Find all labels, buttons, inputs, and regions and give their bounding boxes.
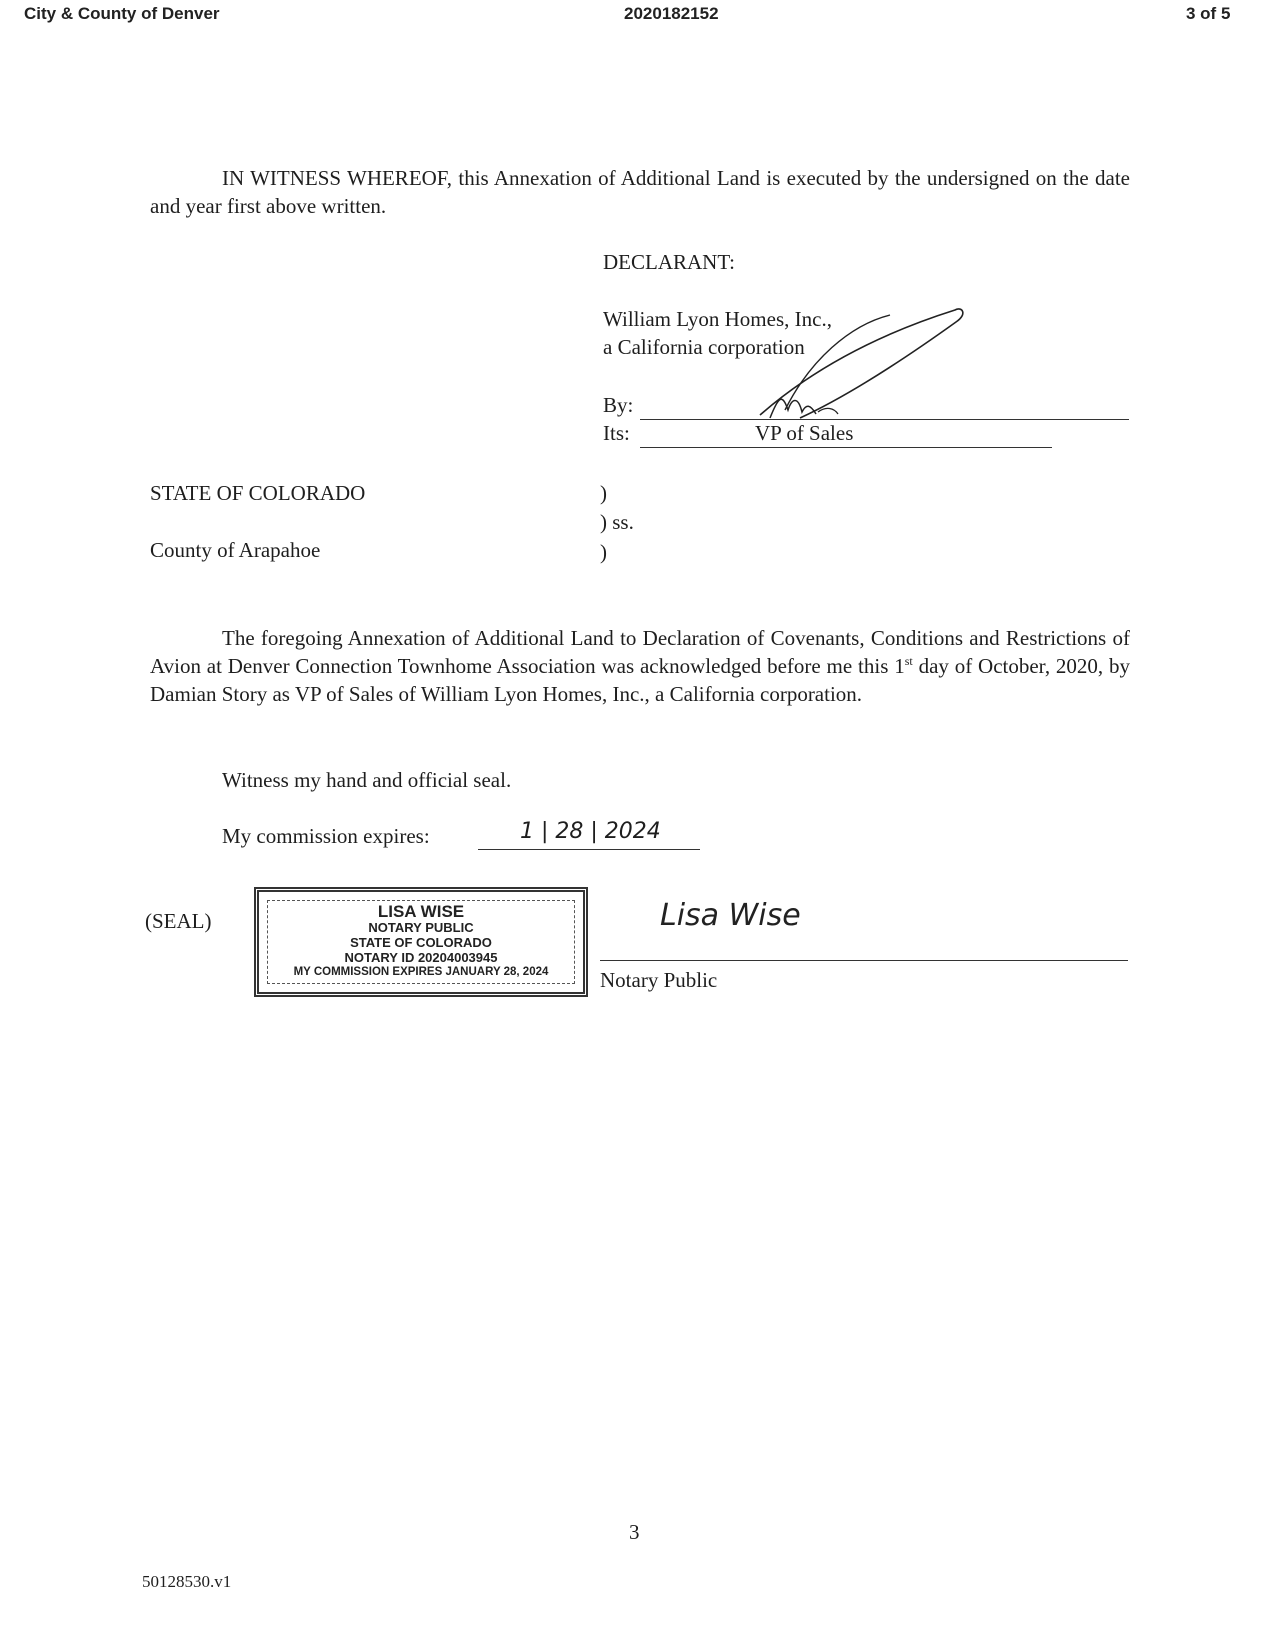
venue-state: STATE OF COLORADO: [150, 481, 366, 505]
its-line: [640, 447, 1052, 448]
witness-paragraph: IN WITNESS WHEREOF, this Annexation of Additional Land is executed by the undersigned on the date and year first above written.: [150, 166, 1130, 218]
declarant-company: William Lyon Homes, Inc.,: [603, 307, 832, 331]
notary-signature: Lisa Wise: [660, 898, 801, 933]
notary-public-label: Notary Public: [600, 968, 718, 992]
venue-ss: ) ss.: [600, 510, 634, 534]
ack-text-before: The foregoing Annexation of Additional Land to Declaration of Covenants, Conditions and Restrictions of Avion at Denver Connection Townhome Association was acknowledged before me this 1: [150, 626, 1130, 678]
venue-paren-1: ): [600, 481, 607, 505]
by-label: By:: [603, 393, 634, 417]
declarant-label: DECLARANT:: [603, 250, 735, 274]
page-number: 3: [629, 1520, 640, 1544]
its-value: VP of Sales: [755, 421, 854, 445]
its-label: Its:: [603, 421, 630, 445]
commission-label: My commission expires:: [222, 824, 430, 848]
stamp-name: LISA WISE: [377, 902, 465, 921]
ack-ordinal-suffix: st: [904, 654, 913, 668]
header-page-count: 3 of 5: [1186, 4, 1231, 23]
commission-handwritten-date: 1 | 28 | 2024: [520, 819, 661, 844]
witness-seal-text: Witness my hand and official seal.: [222, 768, 512, 792]
venue-county: County of Arapahoe: [150, 538, 321, 562]
stamp-expires: MY COMMISSION EXPIRES JANUARY 28, 2024: [293, 966, 549, 978]
stamp-state: STATE OF COLORADO: [350, 935, 492, 950]
notary-stamp: [254, 887, 588, 997]
declarant-signature: [740, 300, 980, 430]
ack-text-after: day of October, 2020, by Damian Story as VP of Sales of William Lyon Homes, Inc., a California corporation.: [150, 654, 1130, 706]
stamp-notary-id: NOTARY ID 20204003945: [344, 950, 498, 965]
commission-line: [478, 849, 700, 850]
venue-paren-2: ): [600, 540, 607, 564]
acknowledgment-paragraph: [150, 624, 1130, 708]
header-reception-number: 2020182152: [624, 4, 719, 23]
seal-label: (SEAL): [145, 909, 212, 933]
document-id: 50128530.v1: [142, 1572, 232, 1591]
notary-signature-line: [600, 960, 1128, 961]
header-county: City & County of Denver: [24, 4, 220, 23]
declarant-company-type: a California corporation: [603, 335, 805, 359]
stamp-title: NOTARY PUBLIC: [368, 920, 474, 935]
